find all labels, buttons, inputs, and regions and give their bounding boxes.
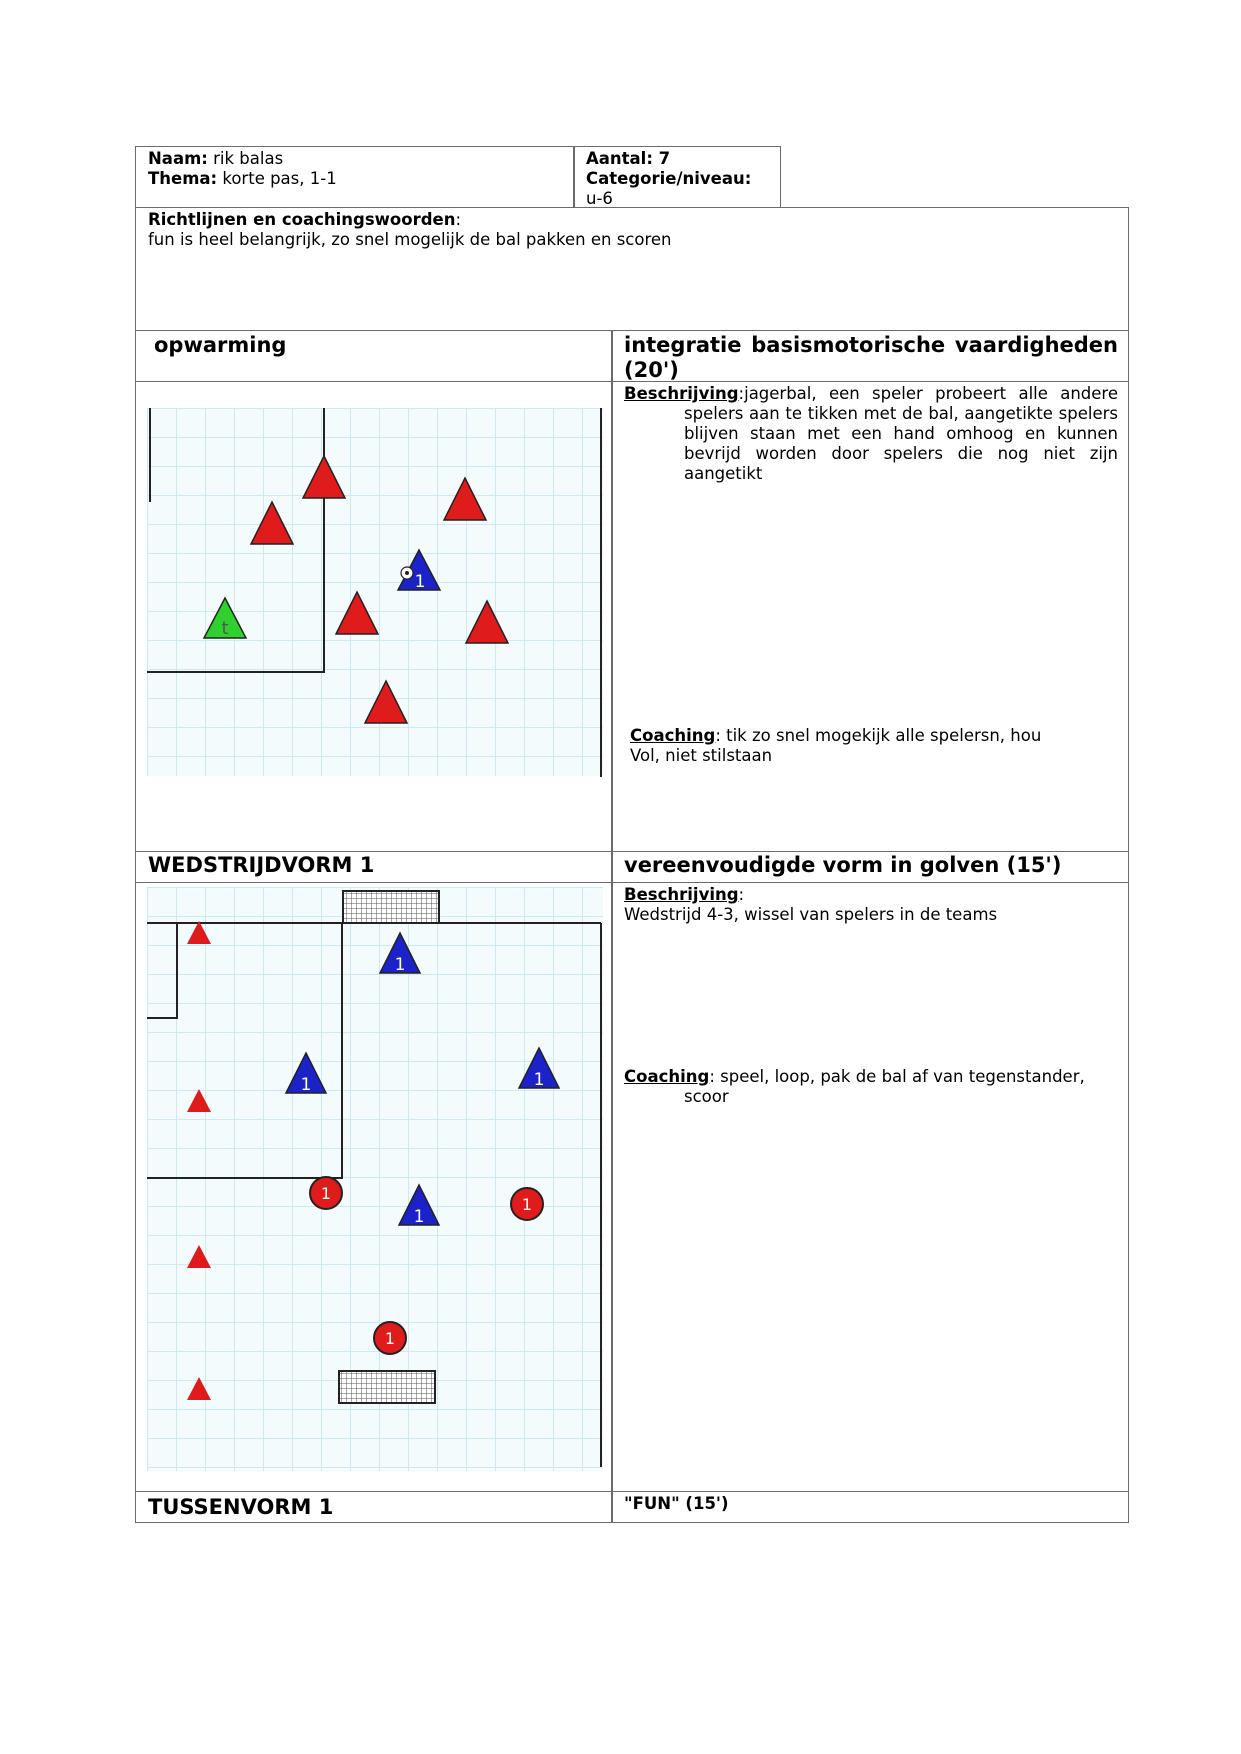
green-player-label: t	[221, 618, 229, 639]
beschrijving-1	[624, 384, 1118, 484]
wedstrijdvorm-diagram-cell	[135, 882, 613, 1492]
blue-player	[399, 1185, 439, 1227]
vereenvoudigde-title: vereenvoudigde vorm in golven (15')	[624, 853, 1062, 877]
coaching-1-text: : tik zo snel mogekijk alle spelersn, hou	[715, 726, 1042, 745]
vereenvoudigde-title-cell	[611, 851, 1129, 883]
naam-line	[148, 149, 283, 169]
small-red-cone	[187, 1245, 211, 1268]
blue-player-label: 1	[300, 1075, 312, 1095]
beschrijving-2	[624, 885, 744, 905]
blue-player-label: 1	[533, 1070, 545, 1090]
naam-label: Naam:	[148, 149, 208, 168]
coaching-1-text2: Vol, niet stilstaan	[630, 746, 773, 765]
coaching-2-text: : speel, loop, pak de bal af van tegenstander, scoor	[684, 1067, 1085, 1106]
categorie-label: Categorie/niveau:	[586, 169, 752, 188]
beschrijving-2-label: Beschrijving	[624, 885, 739, 904]
red-circle-player	[310, 1177, 342, 1209]
beschrijving-1-text: :jagerbal, een speler probeert alle andere spelers aan te tikken met de bal, aangetikte spelers blijven staan met een hand omhoog en kunnen bevrijd worden door spelers die nog niet zijn aangetikt	[684, 384, 1118, 483]
header-aantal-cell	[573, 146, 781, 208]
red-circle-player	[511, 1188, 543, 1220]
aantal-label: Aantal: 7	[586, 149, 671, 168]
richtlijnen-heading	[148, 210, 461, 230]
beschrijving-2-text: Wedstrijd 4-3, wissel van spelers in de teams	[624, 905, 998, 924]
blue-player	[519, 1048, 559, 1090]
tussenvorm-title: TUSSENVORM 1	[148, 1495, 334, 1519]
categorie-value: u-6	[586, 189, 613, 208]
richtlijnen-label: Richtlijnen en coachingswoorden	[148, 210, 456, 229]
wedstrijd-diagram	[136, 883, 614, 1493]
thema-line	[148, 169, 337, 189]
fun-title-cell	[611, 1491, 1129, 1523]
small-red-cone	[187, 1089, 211, 1112]
blue-player-label: 1	[394, 955, 406, 975]
coaching-2	[624, 1067, 1118, 1107]
coaching-2-label: Coaching	[624, 1067, 710, 1086]
red-player-label: 1	[384, 1329, 396, 1348]
coaching-1-label: Coaching	[630, 726, 716, 745]
blue-player-label: 1	[414, 572, 426, 592]
opwarming-diagram	[136, 382, 614, 853]
opwarming-title: opwarming	[154, 333, 287, 357]
vereenvoudigde-text-cell	[611, 882, 1129, 1492]
red-player-cone	[466, 601, 508, 643]
fun-title: "FUN" (15')	[624, 1494, 729, 1513]
blue-player	[380, 933, 420, 975]
opwarming-diagram-cell	[135, 381, 613, 852]
goal-top-icon	[343, 891, 439, 923]
tussenvorm-title-cell	[135, 1491, 613, 1523]
richtlijnen-cell	[135, 207, 1129, 331]
thema-value: korte pas, 1-1	[222, 169, 337, 188]
red-player-cone	[303, 456, 345, 498]
integratie-title-line1	[624, 333, 1118, 383]
red-player-cone	[444, 478, 486, 520]
richtlijnen-colon: :	[455, 210, 462, 229]
header-name-cell	[135, 146, 575, 208]
naam-value: rik balas	[213, 149, 284, 168]
integratie-title: integratie basismotorische vaardigheden (20')	[624, 333, 1118, 382]
blue-player	[286, 1053, 326, 1095]
opwarming-title-cell	[135, 330, 613, 382]
blue-player-label: 1	[413, 1207, 425, 1227]
wedstrijdvorm-title-cell	[135, 851, 613, 883]
wedstrijdvorm-title: WEDSTRIJDVORM 1	[148, 853, 375, 877]
small-red-cone	[187, 921, 211, 944]
red-player-label: 1	[521, 1195, 533, 1214]
integratie-title-cell	[611, 330, 1129, 382]
richtlijnen-text: fun is heel belangrijk, zo snel mogelijk de bal pakken en scoren	[148, 230, 672, 249]
ball-icon-center	[405, 571, 409, 575]
beschrijving-1-label: Beschrijving	[624, 384, 739, 403]
coaching-1	[630, 726, 1110, 746]
red-player-cone	[365, 681, 407, 723]
thema-label: Thema:	[148, 169, 218, 188]
red-player-cone	[251, 502, 293, 544]
integratie-text-cell	[611, 381, 1129, 852]
small-red-cone	[187, 1377, 211, 1400]
beschrijving-2-colon: :	[738, 885, 745, 904]
red-player-cone	[336, 592, 378, 634]
goal-bottom-icon	[339, 1371, 435, 1403]
red-circle-player	[374, 1322, 406, 1354]
red-player-label: 1	[320, 1184, 332, 1203]
